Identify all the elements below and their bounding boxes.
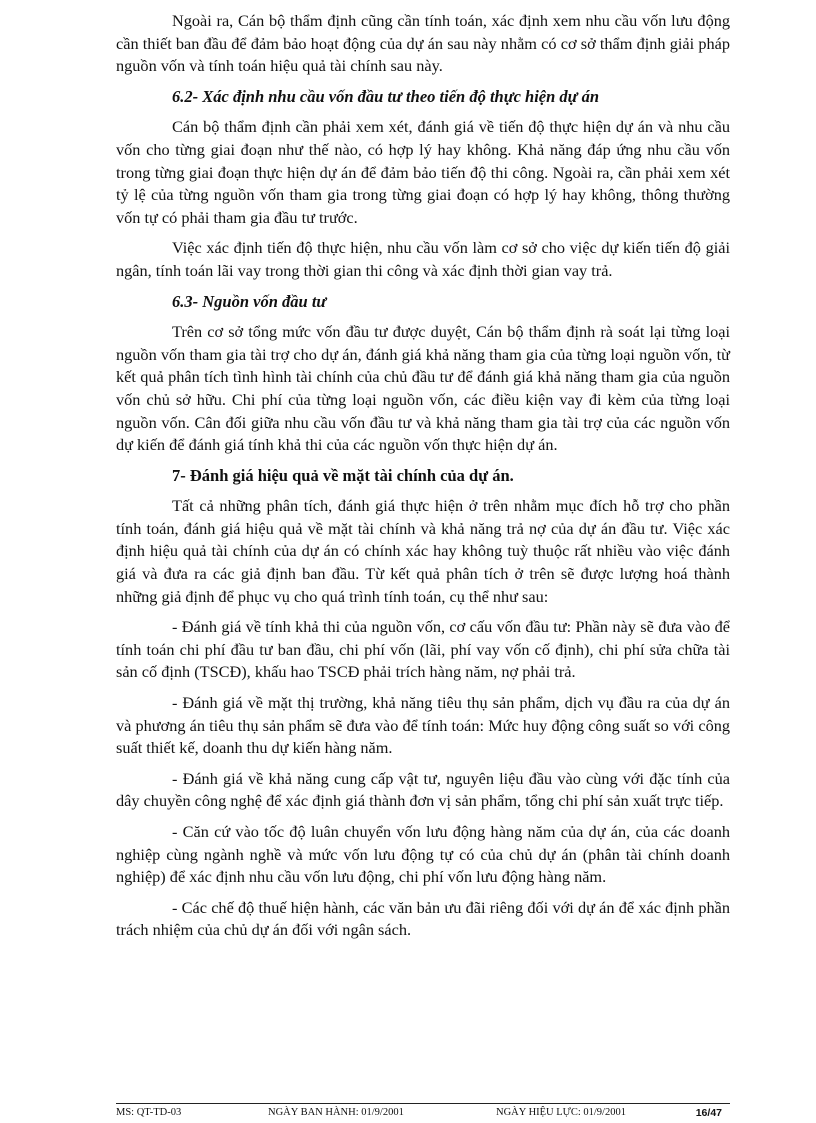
document-code: MS: QT-TD-03 bbox=[116, 1107, 182, 1118]
paragraph: Việc xác định tiến độ thực hiện, nhu cầu vốn làm cơ sở cho việc dự kiến tiến độ giải ngân, tính toán lãi vay trong thời gian thi công và xác định thời gian vay trả. bbox=[116, 238, 730, 280]
paragraph: Trên cơ sở tổng mức vốn đầu tư được duyệt, Cán bộ thẩm định rà soát lại từng loại nguồn vốn tham gia tài trợ cho dự án, đánh giá khả năng tham gia của từng loại nguồn vốn, từ kết quả phân tích tình hình tài chính của chủ đầu tư để đánh giá khả năng tham gia của nguồn vốn chủ sở hữu. Chi phí của từng loại nguồn vốn, các điều kiện vay đi kèm của từng loại nguồn vốn. Cân đối giữa nhu cầu vốn đầu tư và khả năng tham gia tài trợ của các nguồn vốn dự kiến để đánh giá tính khả thi của các nguồn vốn thực hiện dự án. bbox=[116, 322, 730, 455]
paragraph: Tất cả những phân tích, đánh giá thực hiện ở trên nhằm mục đích hỗ trợ cho phần tính toán, đánh giá hiệu quả về mặt tài chính và khả năng trả nợ của dự án đầu tư. Việc xác định hiệu quả tài chính của dự án có chính xác hay không tuỳ thuộc rất nhiều vào việc đánh giá và đưa ra các giả định ban đầu. Từ kết quả phân tích ở trên sẽ được lượng hoá thành những giả định để phục vụ cho quá trình tính toán, cụ thể như sau: bbox=[116, 496, 730, 606]
document-body bbox=[116, 10, 730, 950]
page-footer bbox=[116, 1103, 730, 1118]
effective-date: NGÀY HIỆU LỰC: 01/9/2001 bbox=[496, 1107, 626, 1118]
section-heading-6-2: 6.2- Xác định nhu cầu vốn đầu tư theo tiến độ thực hiện dự án bbox=[172, 86, 600, 106]
bullet-paragraph: - Đánh giá về khả năng cung cấp vật tư, nguyên liệu đầu vào cùng với đặc tính của dây chuyền công nghệ để xác định giá thành đơn vị sản phẩm, tổng chi phí sản xuất trực tiếp. bbox=[116, 768, 730, 811]
bullet-paragraph: - Đánh giá về mặt thị trường, khả năng tiêu thụ sản phẩm, dịch vụ đầu ra của dự án và phương án tiêu thụ sản phẩm sẽ đưa vào để tính toán: Mức huy động công suất so với công suất thiết kế, doanh thu dự kiến hàng năm. bbox=[116, 693, 730, 758]
section-heading-7: 7- Đánh giá hiệu quả về mặt tài chính của dự án. bbox=[172, 465, 514, 485]
section-heading-6-3: 6.3- Nguồn vốn đầu tư bbox=[172, 291, 327, 311]
issue-date: NGÀY BAN HÀNH: 01/9/2001 bbox=[268, 1107, 404, 1118]
bullet-paragraph: - Đánh giá về tính khả thi của nguồn vốn, cơ cấu vốn đầu tư: Phần này sẽ đưa vào để tính toán chi phí đầu tư ban đầu, chi phí vốn (lãi, phí vay vốn cố định), chi phí sửa chữa tài sản cố định (TSCĐ), khấu hao TSCĐ phải trích hàng năm, nợ phải trả. bbox=[116, 617, 730, 682]
bullet-paragraph: - Căn cứ vào tốc độ luân chuyển vốn lưu động hàng năm của dự án, của các doanh nghiệp cùng ngành nghề và mức vốn lưu động tự có của chủ dự án (phân tài chính doanh nghiệp) để xác định nhu cầu vốn lưu động, chi phí vốn lưu động hàng năm. bbox=[116, 822, 730, 887]
page-number: 16/47 bbox=[695, 1107, 722, 1119]
paragraph: Ngoài ra, Cán bộ thẩm định cũng cần tính toán, xác định xem nhu cầu vốn lưu động cần thiết ban đầu để đảm bảo hoạt động của dự án sau này nhằm có cơ sở thẩm định giải pháp nguồn vốn và tính toán hiệu quả tài chính sau này. bbox=[116, 11, 730, 76]
bullet-paragraph: - Các chế độ thuế hiện hành, các văn bản ưu đãi riêng đối với dự án để xác định phần trách nhiệm của chủ dự án đối với ngân sách. bbox=[116, 897, 730, 940]
paragraph: Cán bộ thẩm định cần phải xem xét, đánh giá về tiến độ thực hiện dự án và nhu cầu vốn cho từng giai đoạn như thế nào, có hợp lý hay không. Khả năng đáp ứng nhu cầu vốn trong từng giai đoạn thực hiện dự án để đảm bảo tiến độ thi công. Ngoài ra, cần phải xem xét tỷ lệ của từng nguồn vốn tham gia trong từng giai đoạn có hợp lý hay không, thông thường vốn tự có phải tham gia đầu tư trước. bbox=[116, 117, 730, 227]
